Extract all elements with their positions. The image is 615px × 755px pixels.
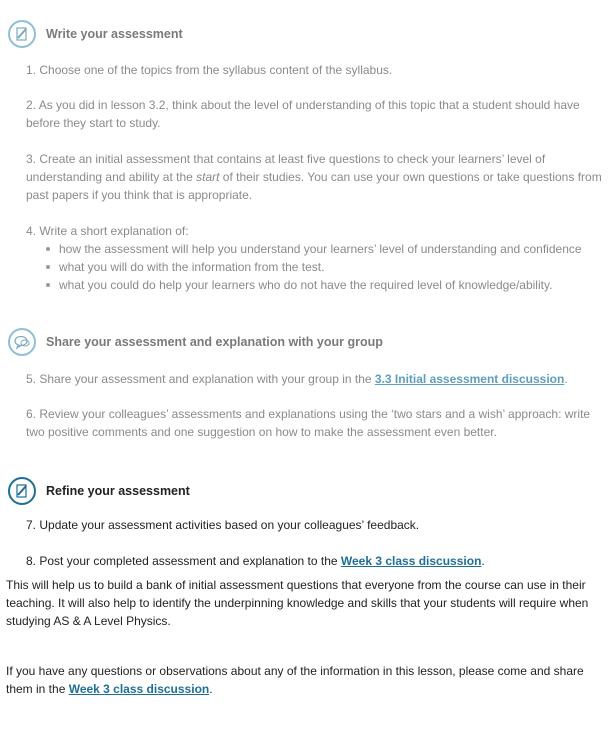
step-5 [26,370,611,388]
step-text-emphasis: start [196,170,220,184]
bullet-item: how the assessment will help you understand your learners’ level of understanding and confidence [26,240,611,258]
step-text: Write a short explanation of: [39,224,189,238]
section-title-refine: Refine your assessment [46,484,190,498]
step-text: Post your completed assessment and explanation to the [39,554,341,568]
closing-text-end: . [209,682,213,696]
bullet-item: what you could do help your learners who do not have the required level of knowledge/ability. [26,276,611,294]
step-number: 5. [26,372,37,386]
week3-class-discussion-link-footer[interactable]: Week 3 class discussion [68,682,210,696]
initial-assessment-discussion-link[interactable]: 3.3 Initial assessment discussion [374,372,565,386]
closing-paragraph-1: This will help us to build a bank of initial assessment questions that everyone from the course can use in their teaching. It will also help to identify the underpinning knowledge and skills that your students will require when studying AS & A Level Physics. [6,578,589,628]
step-2 [26,96,611,132]
step-8 [26,552,611,570]
step-number: 2. [26,98,37,112]
step-text: Update your assessment activities based on your colleagues’ feedback. [39,518,420,532]
step-number: 3. [26,152,37,166]
section-header-write [8,18,183,50]
bullet-list [26,240,611,294]
speech-bubbles-icon [8,328,36,356]
step-number: 7. [26,518,37,532]
step-number: 6. [26,407,37,421]
section-title-share: Share your assessment and explanation with your group [46,335,383,349]
pencil-paper-icon [8,477,36,505]
step-4 [26,222,611,294]
closing-paragraph-2 [6,662,612,698]
pencil-paper-icon [8,20,36,48]
section-header-refine [8,475,190,507]
week3-class-discussion-link[interactable]: Week 3 class discussion [340,554,482,568]
step-1 [26,61,611,79]
step-text: Review your colleagues’ assessments and explanations using the ‘two stars and a wish’ approach: write two positive comments and one suggestion on how to make the assessment even better. [26,407,591,439]
step-6 [26,405,611,441]
step-text-end: of their studies. You can use your own questions or take questions from past papers if you think that is appropriate. [26,170,602,202]
step-number: 8. [26,554,37,568]
step-3 [26,150,611,204]
section-header-share [8,326,383,358]
step-text-end: . [564,372,568,386]
step-7 [26,516,611,534]
section-title-write: Write your assessment [46,27,183,41]
step-text: As you did in lesson 3.2, think about the level of understanding of this topic that a student should have before they start to study. [26,98,580,130]
step-text: Choose one of the topics from the syllabus content of the syllabus. [39,63,393,77]
step-text: Share your assessment and explanation with your group in the [39,372,375,386]
closing-text: If you have any questions or observations about any of the information in this lesson, please come and share them in the [6,664,584,696]
step-number: 4. [26,224,37,238]
step-text-end: . [481,554,485,568]
step-text-start: Create an initial assessment that contains at least five questions to check your learners’ level of understanding and ability at the [26,152,546,184]
bullet-item: what you will do with the information from the test. [26,258,611,276]
step-number: 1. [26,63,37,77]
